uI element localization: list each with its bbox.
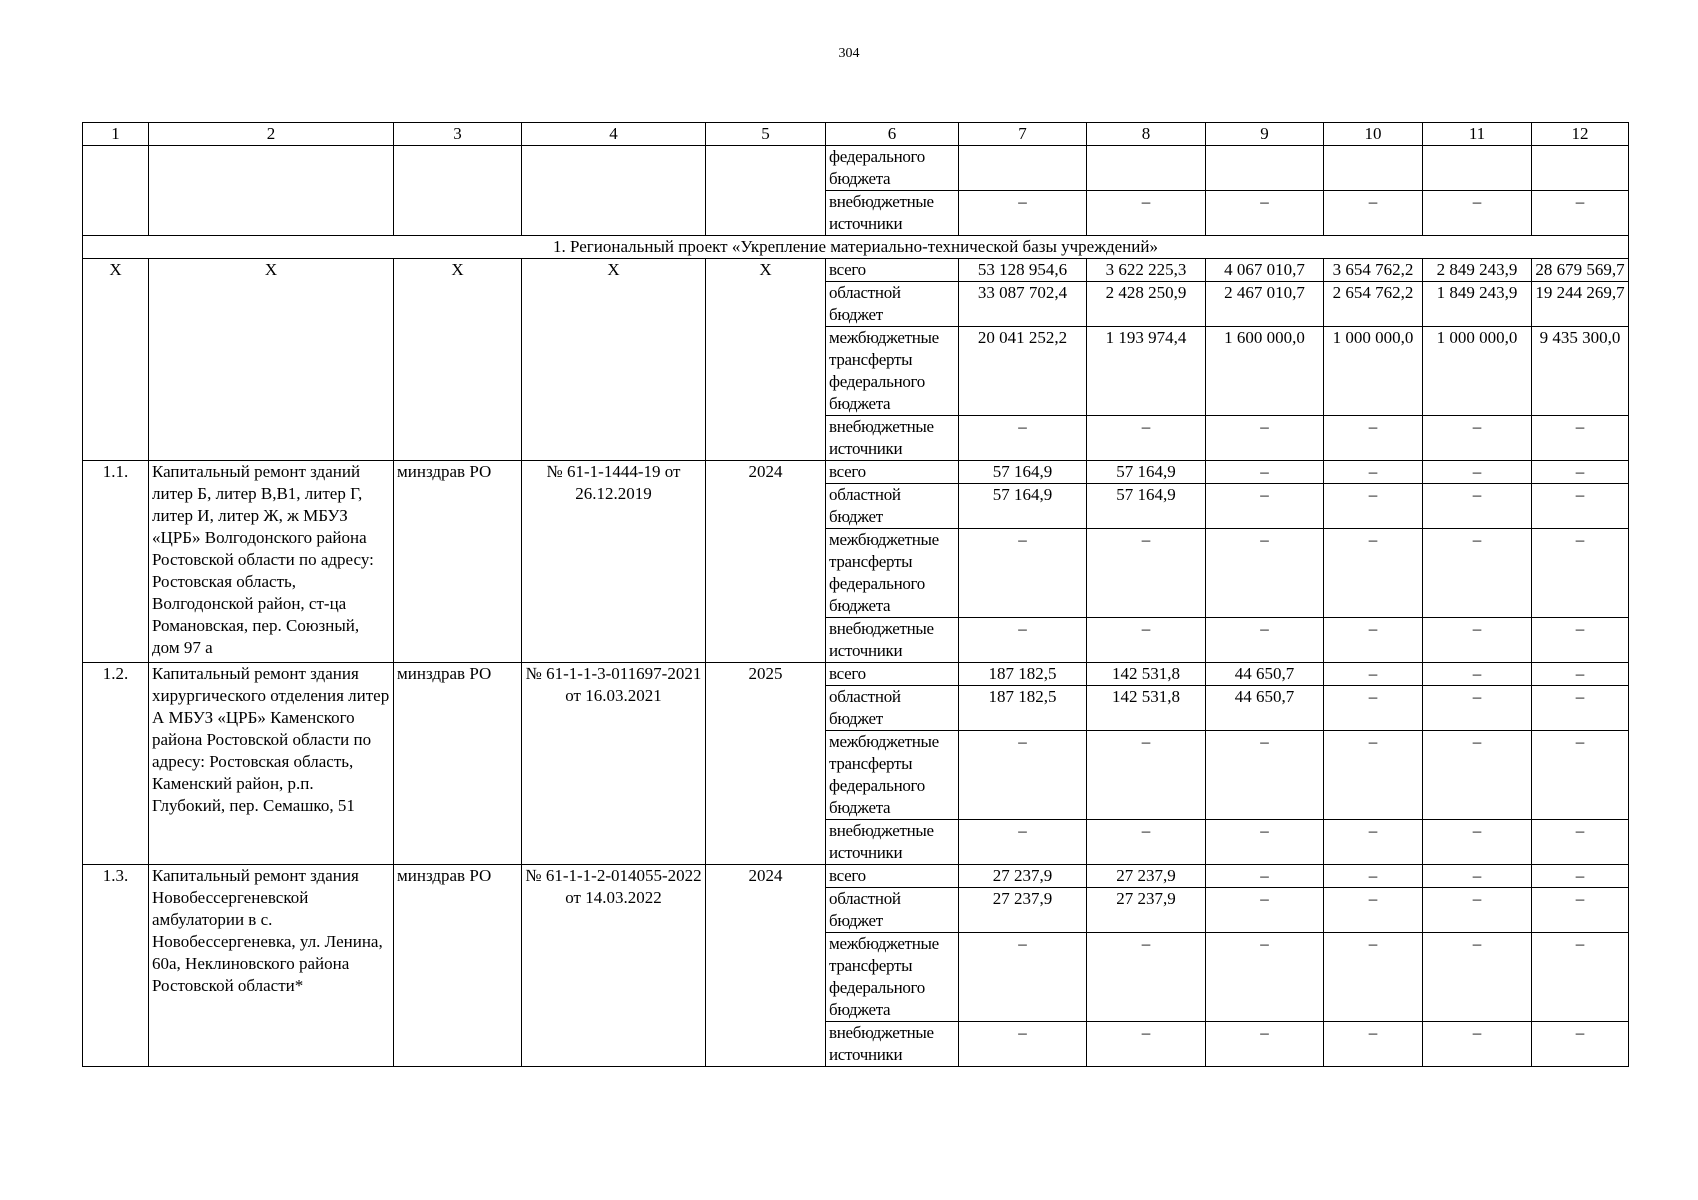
executor: минздрав РО (394, 865, 522, 1067)
amount-cell: – (1423, 484, 1532, 529)
object-name: Капитальный ремонт здания Новобессергеневской амбулатории в с. Новобессергеневка, ул. Ленина, 60а, Неклиновского района Ростовской области* (149, 865, 394, 1067)
summary-mark: Х (706, 259, 826, 461)
amount-cell (1206, 146, 1324, 191)
amount-cell: 57 164,9 (1087, 461, 1206, 484)
amount-cell: – (1206, 618, 1324, 663)
column-number: 3 (394, 123, 522, 146)
amount-cell: 53 128 954,6 (959, 259, 1087, 282)
funding-source: всего (826, 259, 959, 282)
amount-cell: – (1087, 529, 1206, 618)
summary-mark: Х (522, 259, 706, 461)
amount-cell: – (1206, 731, 1324, 820)
amount-cell: – (1423, 618, 1532, 663)
amount-cell: 9 435 300,0 (1532, 327, 1629, 416)
amount-cell: 27 237,9 (1087, 865, 1206, 888)
amount-cell: – (1423, 663, 1532, 686)
amount-cell: – (1532, 1022, 1629, 1067)
column-number: 4 (522, 123, 706, 146)
amount-cell: – (959, 529, 1087, 618)
document-ref: № 61-1-1444-19 от 26.12.2019 (522, 461, 706, 663)
amount-cell: – (1532, 686, 1629, 731)
amount-cell: – (1423, 820, 1532, 865)
amount-cell: – (959, 820, 1087, 865)
amount-cell: 1 193 974,4 (1087, 327, 1206, 416)
amount-cell: 27 237,9 (959, 865, 1087, 888)
amount-cell: 3 654 762,2 (1324, 259, 1423, 282)
amount-cell: – (1423, 461, 1532, 484)
amount-cell: – (1324, 461, 1423, 484)
column-numbers-row (83, 123, 1629, 146)
empty-cell (394, 146, 522, 236)
amount-cell: 28 679 569,7 (1532, 259, 1629, 282)
funding-source: межбюджетные трансферты федерального бюджета (826, 933, 959, 1022)
project-row (83, 461, 1629, 484)
amount-cell: – (959, 731, 1087, 820)
amount-cell: 187 182,5 (959, 686, 1087, 731)
amount-cell: – (1324, 618, 1423, 663)
amount-cell: – (959, 618, 1087, 663)
amount-cell: – (959, 191, 1087, 236)
amount-cell: – (1206, 461, 1324, 484)
item-number: 1.2. (83, 663, 149, 865)
amount-cell: – (1206, 820, 1324, 865)
funding-source: межбюджетные трансферты федерального бюджета (826, 327, 959, 416)
amount-cell: – (1206, 933, 1324, 1022)
amount-cell: 1 849 243,9 (1423, 282, 1532, 327)
amount-cell: 44 650,7 (1206, 686, 1324, 731)
completion-year: 2025 (706, 663, 826, 865)
amount-cell: – (1532, 888, 1629, 933)
amount-cell (1324, 146, 1423, 191)
executor: минздрав РО (394, 461, 522, 663)
amount-cell: 2 467 010,7 (1206, 282, 1324, 327)
amount-cell: – (1324, 933, 1423, 1022)
amount-cell: – (1087, 416, 1206, 461)
amount-cell: 2 849 243,9 (1423, 259, 1532, 282)
amount-cell: – (1532, 933, 1629, 1022)
amount-cell: – (1206, 1022, 1324, 1067)
amount-cell: – (1324, 731, 1423, 820)
budget-table (82, 122, 1629, 1067)
amount-cell: – (1532, 820, 1629, 865)
amount-cell: – (1423, 416, 1532, 461)
empty-cell (149, 146, 394, 236)
amount-cell: – (1206, 416, 1324, 461)
amount-cell: – (1324, 686, 1423, 731)
continuation-row (83, 146, 1629, 191)
amount-cell: – (1324, 191, 1423, 236)
amount-cell: – (1532, 461, 1629, 484)
amount-cell: – (1324, 1022, 1423, 1067)
amount-cell: – (1206, 484, 1324, 529)
empty-cell (522, 146, 706, 236)
amount-cell: – (1423, 865, 1532, 888)
object-name: Капитальный ремонт зданий литер Б, литер В,В1, литер Г, литер И, литер Ж, ж МБУЗ «ЦРБ» Волгодонского района Ростовской области по адресу: Ростовская область, Волгодонской район, ст-ца Романовская, пер. Союзный, дом 97 а (149, 461, 394, 663)
column-number: 9 (1206, 123, 1324, 146)
amount-cell: – (959, 416, 1087, 461)
amount-cell: 57 164,9 (959, 484, 1087, 529)
amount-cell: – (1324, 484, 1423, 529)
amount-cell: 187 182,5 (959, 663, 1087, 686)
amount-cell: – (1087, 191, 1206, 236)
amount-cell (959, 146, 1087, 191)
amount-cell: – (1532, 416, 1629, 461)
amount-cell: – (1324, 820, 1423, 865)
summary-row (83, 259, 1629, 282)
column-number: 10 (1324, 123, 1423, 146)
item-number: 1.1. (83, 461, 149, 663)
amount-cell: – (1087, 933, 1206, 1022)
amount-cell: – (1087, 820, 1206, 865)
amount-cell: 1 600 000,0 (1206, 327, 1324, 416)
completion-year: 2024 (706, 461, 826, 663)
project-row (83, 663, 1629, 686)
amount-cell: – (959, 933, 1087, 1022)
amount-cell: 27 237,9 (1087, 888, 1206, 933)
amount-cell: – (1532, 865, 1629, 888)
funding-source: межбюджетные трансферты федерального бюджета (826, 731, 959, 820)
funding-source: внебюджетные источники (826, 191, 959, 236)
project-row (83, 865, 1629, 888)
funding-source: внебюджетные источники (826, 820, 959, 865)
column-number: 5 (706, 123, 826, 146)
amount-cell: – (1423, 529, 1532, 618)
funding-source: всего (826, 663, 959, 686)
amount-cell: – (1206, 888, 1324, 933)
funding-source: внебюджетные источники (826, 416, 959, 461)
amount-cell: 19 244 269,7 (1532, 282, 1629, 327)
amount-cell: 142 531,8 (1087, 663, 1206, 686)
document-ref: № 61-1-1-3-011697-2021 от 16.03.2021 (522, 663, 706, 865)
amount-cell (1087, 146, 1206, 191)
amount-cell: 1 000 000,0 (1324, 327, 1423, 416)
amount-cell: 33 087 702,4 (959, 282, 1087, 327)
amount-cell: – (1532, 731, 1629, 820)
amount-cell: 57 164,9 (959, 461, 1087, 484)
amount-cell: 2 654 762,2 (1324, 282, 1423, 327)
amount-cell: – (1087, 731, 1206, 820)
amount-cell: – (1532, 484, 1629, 529)
funding-source: всего (826, 865, 959, 888)
amount-cell: 1 000 000,0 (1423, 327, 1532, 416)
amount-cell: – (1532, 618, 1629, 663)
amount-cell: – (1423, 888, 1532, 933)
object-name: Капитальный ремонт здания хирургического отделения литер А МБУЗ «ЦРБ» Каменского района Ростовской области по адресу: Ростовская область, Каменский район, р.п. Глубокий, пер. Семашко, 51 (149, 663, 394, 865)
summary-mark: Х (83, 259, 149, 461)
summary-mark: Х (149, 259, 394, 461)
empty-cell (83, 146, 149, 236)
amount-cell: – (1423, 933, 1532, 1022)
amount-cell: – (1324, 865, 1423, 888)
amount-cell: – (1532, 529, 1629, 618)
amount-cell: – (1324, 888, 1423, 933)
column-number: 7 (959, 123, 1087, 146)
section-title-row (83, 236, 1629, 259)
empty-cell (706, 146, 826, 236)
column-number: 11 (1423, 123, 1532, 146)
page-number: 304 (838, 46, 860, 61)
amount-cell: – (1087, 618, 1206, 663)
amount-cell: – (1423, 1022, 1532, 1067)
amount-cell: – (1206, 529, 1324, 618)
funding-source: федерального бюджета (826, 146, 959, 191)
column-number: 6 (826, 123, 959, 146)
column-number: 8 (1087, 123, 1206, 146)
amount-cell: – (1423, 731, 1532, 820)
amount-cell: – (1324, 416, 1423, 461)
amount-cell: 2 428 250,9 (1087, 282, 1206, 327)
amount-cell: – (1206, 191, 1324, 236)
funding-source: всего (826, 461, 959, 484)
amount-cell: – (1423, 191, 1532, 236)
funding-source: областной бюджет (826, 282, 959, 327)
amount-cell: 44 650,7 (1206, 663, 1324, 686)
section-title: 1. Региональный проект «Укрепление материально-технической базы учреждений» (83, 236, 1629, 259)
amount-cell: – (1532, 191, 1629, 236)
amount-cell: – (1087, 1022, 1206, 1067)
amount-cell: 142 531,8 (1087, 686, 1206, 731)
amount-cell: – (1324, 529, 1423, 618)
amount-cell: – (1423, 686, 1532, 731)
executor: минздрав РО (394, 663, 522, 865)
column-number: 12 (1532, 123, 1629, 146)
funding-source: областной бюджет (826, 686, 959, 731)
amount-cell: 3 622 225,3 (1087, 259, 1206, 282)
column-number: 2 (149, 123, 394, 146)
funding-source: внебюджетные источники (826, 618, 959, 663)
amount-cell: – (1324, 663, 1423, 686)
summary-mark: Х (394, 259, 522, 461)
funding-source: межбюджетные трансферты федерального бюджета (826, 529, 959, 618)
funding-source: областной бюджет (826, 888, 959, 933)
amount-cell: – (1206, 865, 1324, 888)
funding-source: внебюджетные источники (826, 1022, 959, 1067)
amount-cell: 57 164,9 (1087, 484, 1206, 529)
amount-cell: 20 041 252,2 (959, 327, 1087, 416)
completion-year: 2024 (706, 865, 826, 1067)
amount-cell: – (959, 1022, 1087, 1067)
column-number: 1 (83, 123, 149, 146)
amount-cell: 27 237,9 (959, 888, 1087, 933)
funding-source: областной бюджет (826, 484, 959, 529)
amount-cell (1532, 146, 1629, 191)
amount-cell: – (1532, 663, 1629, 686)
item-number: 1.3. (83, 865, 149, 1067)
amount-cell (1423, 146, 1532, 191)
document-ref: № 61-1-1-2-014055-2022 от 14.03.2022 (522, 865, 706, 1067)
amount-cell: 4 067 010,7 (1206, 259, 1324, 282)
